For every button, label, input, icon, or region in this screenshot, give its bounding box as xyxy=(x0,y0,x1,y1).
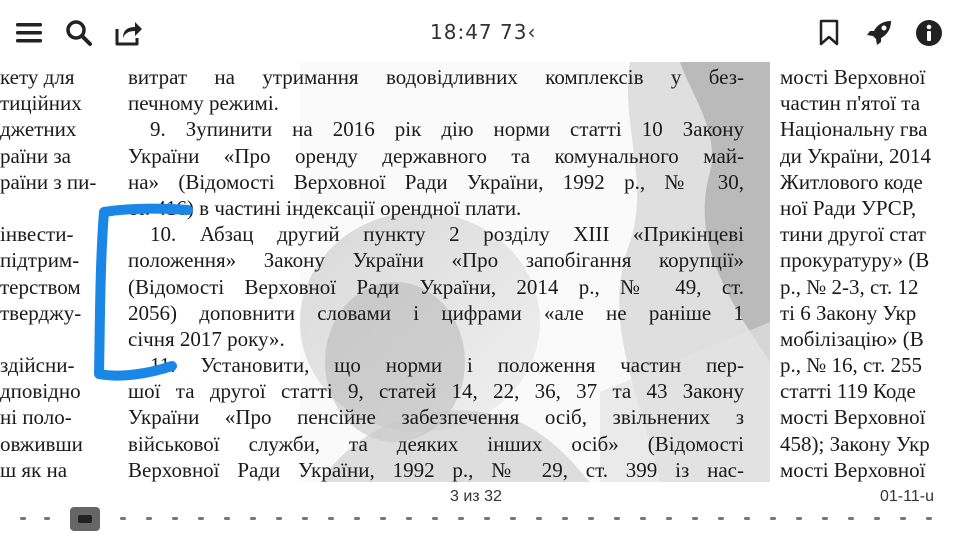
text-line: 9. Зупинити на 2016 рік дію норми статті 10 Закону xyxy=(150,117,744,142)
text-line: мості Верховної xyxy=(780,405,926,430)
rocket-icon[interactable] xyxy=(864,18,894,48)
text-line: ті 6 Закону Укр xyxy=(780,300,917,325)
text-line: (Відомості Верховної Ради України, 2014 р., № 49, ст. xyxy=(128,274,744,299)
text-line: 11. Установити, що норми і положення частин пер- xyxy=(150,353,744,378)
bracket-annotation xyxy=(0,62,960,482)
text-line: здійсни- xyxy=(0,353,75,378)
status-clock: 18:47 73‹ xyxy=(430,20,537,44)
document-page xyxy=(0,62,960,482)
text-line: мобілізацію» (В xyxy=(780,326,924,351)
text-line: військової служби, та деяких інших осіб» (Відомості xyxy=(128,431,744,456)
text-line: України «Про пенсійне забезпечення осіб, звільнених з xyxy=(128,405,744,430)
share-icon[interactable] xyxy=(114,18,144,48)
text-line: овживши xyxy=(0,431,83,456)
text-line: дповідно xyxy=(0,379,81,404)
text-line: на» (Відомості Верховної Ради України, 1992 р., № 30, xyxy=(128,169,744,194)
reader-toolbar xyxy=(0,0,960,64)
text-line: ди України, 2014 xyxy=(780,143,932,168)
text-line: прокуратуру» (В xyxy=(780,248,930,273)
page-code: 01-11-u xyxy=(880,488,934,505)
text-line: України «Про оренду державного та комунального май- xyxy=(128,143,744,168)
text-line: кету для xyxy=(0,65,75,89)
text-line: р., № 2-3, ст. 12 xyxy=(780,274,919,299)
text-line: шої та другої статті 9, статей 14, 22, 36, 37 та 43 Закону xyxy=(128,379,744,404)
text-line: тиційних xyxy=(0,91,82,116)
text-line: ст. 416) в частині індексації орендної плати. xyxy=(128,195,522,220)
text-line: р., № 16, ст. 255 xyxy=(780,353,922,378)
text-line: частин п'ятої та xyxy=(780,91,921,116)
scrubber-thumb[interactable] xyxy=(70,507,100,531)
text-line: терством xyxy=(0,274,81,299)
search-icon[interactable] xyxy=(64,18,94,48)
text-line: мості Верховної xyxy=(780,65,926,89)
text-line: ш як на xyxy=(0,457,68,482)
text-line: печному режимі. xyxy=(128,91,279,116)
text-line: підтрим- xyxy=(0,248,80,273)
text-line: положення» Закону України «Про запобігання корупції» xyxy=(128,248,744,273)
page-scrubber[interactable] xyxy=(0,506,960,532)
text-line: мості Верховної xyxy=(780,457,926,482)
menu-icon[interactable] xyxy=(14,18,44,48)
text-line: Верховної Ради України, 1992 р., № 29, ст. 399 із нас- xyxy=(128,457,744,482)
text-line: витрат на утримання водовідливних комплексів у без- xyxy=(128,65,744,89)
text-line: 10. Абзац другий пункту 2 розділу XIII «Прикінцеві xyxy=(150,222,744,247)
page-indicator: 3 из 32 xyxy=(450,488,502,505)
text-line: статті 119 Коде xyxy=(780,379,916,404)
text-line: раїни за xyxy=(0,143,71,168)
text-line: ні поло- xyxy=(0,405,72,430)
text-line: 458); Закону Укр xyxy=(780,431,930,456)
text-line: січня 2017 року». xyxy=(128,326,285,351)
text-line: 2056) доповнити словами і цифрами «але не раніше 1 xyxy=(128,300,744,325)
text-line: тини другої стат xyxy=(780,222,926,247)
text-line: раїни з пи- xyxy=(0,169,97,194)
text-line: тверджу- xyxy=(0,300,82,325)
text-line: інвести- xyxy=(0,222,74,247)
info-icon[interactable] xyxy=(914,18,944,48)
text-line: Житлового коде xyxy=(780,169,923,194)
text-line: джетних xyxy=(0,117,77,142)
text-line: ної Ради УРСР, xyxy=(780,195,917,220)
text-line: Національну гва xyxy=(780,117,928,142)
bookmark-icon[interactable] xyxy=(814,18,844,48)
